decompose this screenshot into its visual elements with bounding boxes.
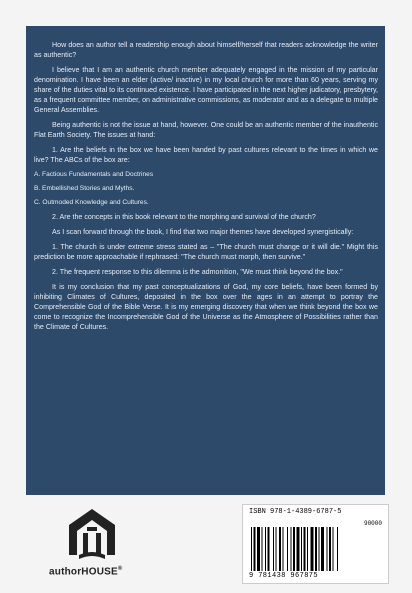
paragraph-intro: How does an author tell a readership enough about himself/herself that readers acknowledge the writer as authentic? — [34, 41, 378, 59]
paragraph-themes: As I scan forward through the book, I find that two major themes have developed synergistically: — [52, 228, 354, 236]
list-item-b: B. Embellished Stories and Myths. — [34, 185, 135, 192]
publisher-name-text: authorHOUSE — [49, 566, 118, 578]
list-item-a: A. Factious Fundamentals and Doctrines — [34, 171, 154, 178]
publisher-name — [49, 566, 123, 577]
paragraph-question-2: 2. Are the concepts in this book relevant to the morphing and survival of the church? — [52, 213, 316, 221]
registered-mark: ® — [117, 566, 123, 572]
barcode-block — [242, 504, 389, 584]
isbn-label: ISBN 978-1-4389-6787-5 — [249, 508, 342, 516]
paragraph-authenticity: I believe that I am an authentic church member adequately engaged in the mission of my particular denomination. I have been an elder (active/ inactive) in my local church for more than 60 years, serving my share of the duties vital to its continued existence. I have participated in the next higher judicatory, presbytery, as a frequent committee member, on administrative commissions, as moderator and as a delegate to multiple General Assemblies. — [34, 66, 378, 114]
price-code: 90000 — [363, 520, 382, 527]
back-cover-text — [34, 40, 378, 337]
paragraph-conclusion: It is my conclusion that my past conceptualizations of God, my core beliefs, have been formed by inhibiting Climates of Cultures, deposited in the box over the ages in an attempt to portray the Comprehensible God of the Bible Verse. It is my emerging discovery that when we think beyond the box we come to recognize the Incomprehensible God of the Universe as the Atmosphere of Possibilities rather than the Climate of Cultures. — [34, 283, 378, 331]
paragraph-question-1: 1. Are the beliefs in the box we have been handed by past cultures relevant to the times in which we live? The ABCs of the box are: — [34, 146, 378, 164]
barcode-icon — [251, 527, 381, 571]
paragraph-theme-1: 1. The church is under extreme stress stated as – "The church must change or it will die." Might this prediction be more approachable if rephrased: "The church must morph, then survive." — [34, 243, 378, 261]
paragraph-issues: Being authentic is not the issue at hand, however. One could be an authentic member of the inauthentic Flat Earth Society. The issues at hand: — [34, 121, 378, 139]
paragraph-theme-2: 2. The frequent response to this dilemma is the admonition, "We must think beyond the box." — [52, 268, 343, 276]
barcode-digits: 9 781438 967875 — [249, 572, 319, 580]
publisher-logo-icon — [57, 505, 127, 575]
list-item-c: C. Outmoded Knowledge and Cultures. — [34, 199, 149, 206]
